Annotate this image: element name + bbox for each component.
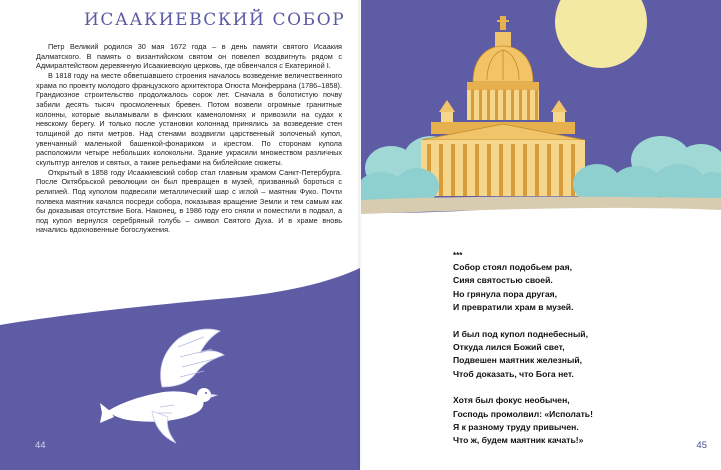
poem-line: Чтоб доказать, что Бога нет. (453, 368, 574, 379)
poem-line: Откуда лился Божий свет, (453, 342, 565, 353)
article-text (36, 42, 342, 235)
dove-illustration (100, 325, 242, 447)
poem-line: Сияя святостью своей. (453, 275, 553, 286)
paragraph: Открытый в 1858 году Исаакиевский собор стал главным храмом Санкт-Петербурга. После Октябрьской революции он был превращен в музей, призванный бороться с религией. Под куполом подвесили металлический шар с иглой – маятник Фуко. Почти полвека маятник качался посреди собора, показывая вращение Земли и тем самым как бы доказывая отсутствие Бога. Наконец, в 1986 году его сняли и поместили в подвал, а под купол вернулся серебряный голубь – символ Святого Духа. И в храме вновь начались вдохновенные богослужения. (36, 167, 342, 235)
poem-line: Что ж, будем маятник качать!» (453, 435, 584, 446)
book-gutter (358, 0, 362, 470)
stanza (453, 394, 713, 448)
page-title: ИСААКИЕВСКИЙ СОБОР (84, 10, 346, 30)
poem-line: Хотя был фокус необычен, (453, 395, 570, 406)
poem-line: Но грянула пора другая, (453, 288, 558, 299)
page-number-right: 45 (696, 440, 707, 451)
right-page (361, 0, 721, 470)
stanza (453, 261, 713, 315)
left-page (0, 0, 360, 470)
poem-line: Господь промолвил: «Исполать! (453, 408, 593, 419)
poem (453, 251, 713, 461)
poem-line: Я к разному труду привычен. (453, 422, 579, 433)
poem-line: И был под купол поднебесный, (453, 328, 588, 339)
poem-line: Собор стоял подобьем рая, (453, 262, 572, 272)
paragraph: Петр Великий родился 30 мая 1672 года – в день памяти святого Исаакия Далматского. В память о византийском святом он повелел воздвигнуть рядом с Адмиралтейством деревянную Исаакиевскую церковь, где обвенчался с Екатериной I. (36, 42, 342, 71)
page-number-left: 44 (35, 440, 46, 451)
poem-line: Подвешен маятник железный, (453, 355, 583, 366)
poem-line: И превратили храм в музей. (453, 302, 574, 313)
stanza (453, 328, 713, 382)
cathedral-illustration (361, 0, 721, 240)
paragraph: В 1818 году на месте обветшавшего строения началось возведение величественного храма по проекту молодого французского архитектора Огюста Монферрана (1786–1858). Грандиозное строительство продолжалось сорок лет. Сначала в болотистую почву забили десять тысяч просмоленных бревен. Потом возвели огромные гранитные колонны, которые выламывали в финских каменоломнях и привозили на судах к невскому берегу. И только после установки колоннад принялись за возведение стен толщиной до пяти метров. Над стенами воздвигли царственный золоченый купол, увенчанный маленькой башенкой-фонариком и крестом. По сторонам купола расположили четыре небольших колокольни. Здание украсили множеством различных скульптур ангелов и святых, а также рельефами на библейские сюжеты. (36, 70, 342, 167)
poem-separator: *** (453, 251, 463, 260)
